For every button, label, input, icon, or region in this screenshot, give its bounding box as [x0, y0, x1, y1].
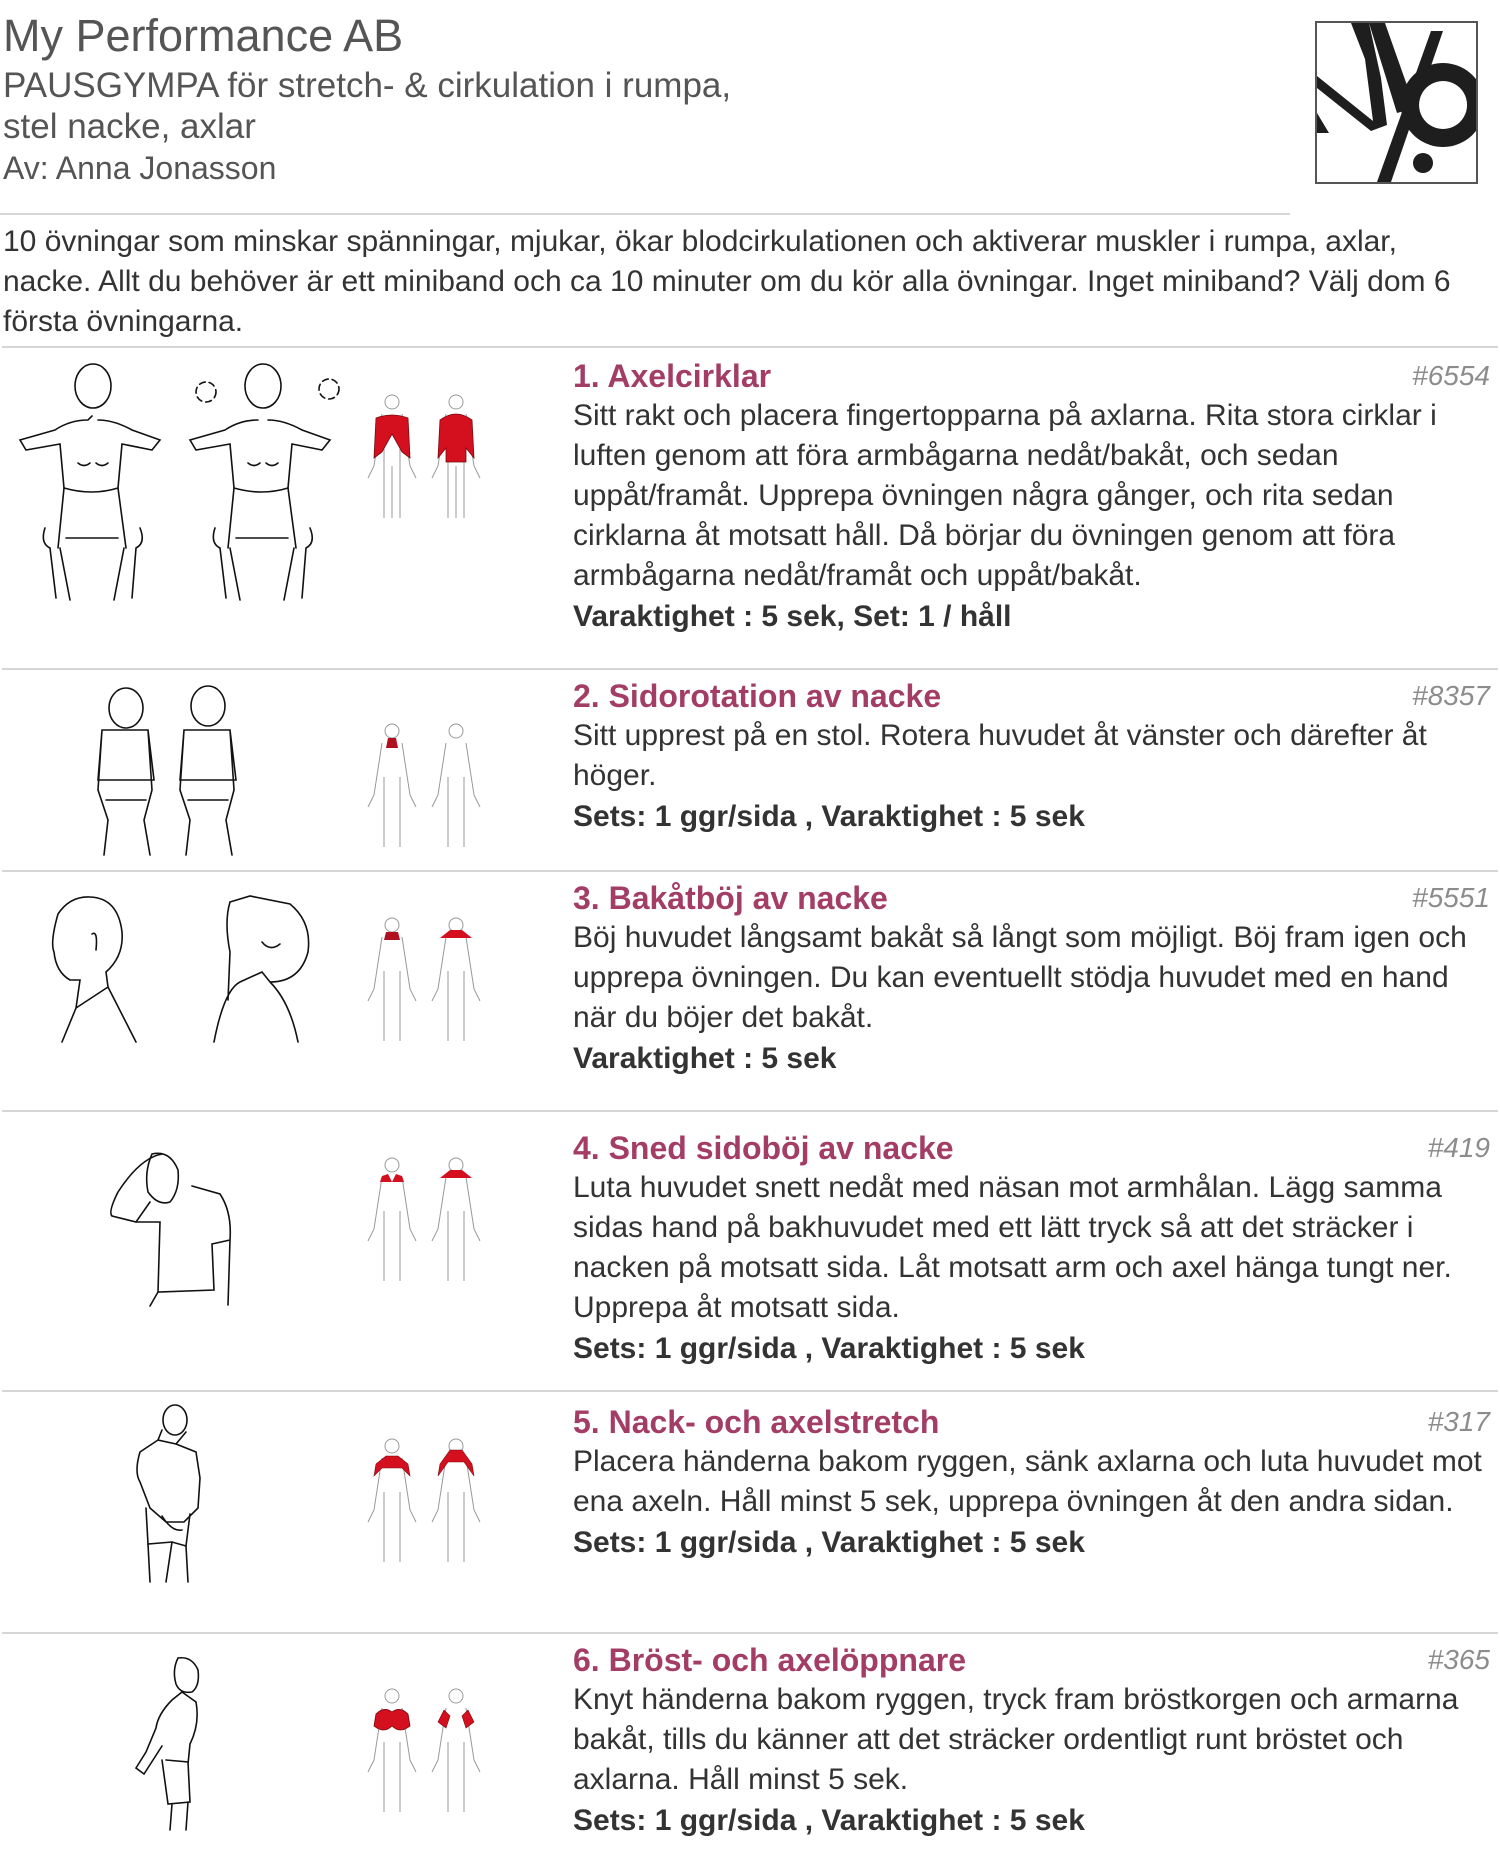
exercise-id: #5551 — [1412, 882, 1490, 913]
exercise-description: Placera händerna bakom ryggen, sänk axlarna och luta huvudet mot ena axeln. Håll minst 5 sek, upprepa övningen åt den andra sidan. — [573, 1445, 1482, 1518]
exercise-content — [573, 356, 1490, 638]
exercise-id: #365 — [1427, 1644, 1490, 1675]
exercise-meta: Varaktighet : 5 sek — [573, 1042, 837, 1075]
exercise-item — [0, 1112, 1500, 1390]
program-intro: 10 övningar som minskar spänningar, mjukar, ökar blodcirkulationen och aktiverar muskler i rumpa, axlar, nacke. Allt du behöver är ett miniband och ca 10 minuter om du kör alla övningar. Inget miniband? Välj dom 6 första övningarna. — [3, 225, 1451, 338]
program-title-line2: stel nacke, axlar — [3, 107, 256, 146]
program-title-line1: PAUSGYMPA för stretch- & cirkulation i rumpa, — [3, 66, 732, 105]
exercise-illustration — [0, 872, 560, 1110]
exercise-content — [573, 878, 1490, 1080]
exercise-title: 2. Sidorotation av nacke — [573, 678, 942, 714]
exercise-id: #419 — [1427, 1132, 1490, 1163]
exercise-illustration — [0, 1634, 560, 1862]
exercise-illustration — [0, 670, 560, 870]
exercise-meta: Sets: 1 ggr/sida , Varaktighet : 5 sek — [573, 800, 1085, 833]
exercise-description: Knyt händerna bakom ryggen, tryck fram bröstkorgen och armarna bakåt, tills du känner att det sträcker ordentligt runt bröstet och axlarna. Håll minst 5 sek. — [573, 1683, 1459, 1796]
hands-behind-back-neck-stretch-icon — [0, 1392, 560, 1630]
exercise-illustration — [0, 1392, 560, 1630]
neck-extension-profile-icon — [0, 872, 560, 1110]
exercise-description: Luta huvudet snett nedåt med näsan mot armhålan. Lägg samma sidas hand på bakhuvudet med ett lätt tryck så att det sträcker i nacken på motsatt sida. Låt motsatt arm och axel hänga tungt ner. Upprepa åt motsatt sida. — [573, 1171, 1452, 1324]
exercise-item — [0, 670, 1500, 870]
exercise-id: #6554 — [1412, 360, 1490, 391]
exercise-meta: Sets: 1 ggr/sida , Varaktighet : 5 sek — [573, 1804, 1085, 1837]
exercise-title: 1. Axelcirklar — [573, 358, 772, 394]
exercise-illustration — [0, 348, 560, 668]
exercise-description: Sitt upprest på en stol. Rotera huvudet åt vänster och därefter åt höger. — [573, 719, 1427, 792]
document-header — [3, 10, 1103, 188]
seated-shoulder-circles-icon — [0, 348, 560, 668]
oblique-neck-side-bend-icon — [0, 1112, 560, 1390]
company-name: My Performance AB — [3, 10, 404, 61]
header-divider — [0, 213, 1290, 215]
exercise-item — [0, 1392, 1500, 1630]
exercise-meta: Sets: 1 ggr/sida , Varaktighet : 5 sek — [573, 1332, 1085, 1365]
exercise-description: Böj huvudet långsamt bakåt så långt som möjligt. Böj fram igen och upprepa övningen. Du kan eventuellt stödja huvudet med en hand när du böjer det bakåt. — [573, 921, 1467, 1034]
exercise-title: 3. Bakåtböj av nacke — [573, 880, 888, 916]
exercise-description: Sitt rakt och placera fingertopparna på axlarna. Rita stora cirklar i luften genom att föra armbågarna nedåt/bakåt, och sedan uppåt/framåt. Upprepa övningen några gånger, och rita sedan cirklarna åt motsatt håll. Då börjar du övningen genom att föra armbågarna nedåt/framåt och uppåt/bakåt. — [573, 399, 1437, 592]
author: Av: Anna Jonasson — [3, 150, 277, 186]
exercise-meta: Sets: 1 ggr/sida , Varaktighet : 5 sek — [573, 1526, 1085, 1559]
exercise-meta: Varaktighet : 5 sek, Set: 1 / håll — [573, 600, 1012, 633]
seated-neck-rotation-icon — [0, 670, 560, 870]
my-performance-logo-icon — [1315, 21, 1478, 184]
exercise-title: 5. Nack- och axelstretch — [573, 1404, 940, 1440]
exercise-illustration — [0, 1112, 560, 1390]
exercise-content — [573, 1128, 1490, 1370]
exercise-item — [0, 348, 1500, 668]
exercise-title: 6. Bröst- och axelöppnare — [573, 1642, 966, 1678]
exercise-content — [573, 1402, 1490, 1564]
exercise-title: 4. Sned sidoböj av nacke — [573, 1130, 954, 1166]
exercise-id: #317 — [1427, 1406, 1490, 1437]
exercise-id: #8357 — [1412, 680, 1490, 711]
chest-shoulder-opener-icon — [0, 1634, 560, 1862]
exercise-content — [573, 1640, 1490, 1842]
exercise-item — [0, 1634, 1500, 1862]
exercise-item — [0, 872, 1500, 1110]
exercise-content — [573, 676, 1490, 838]
